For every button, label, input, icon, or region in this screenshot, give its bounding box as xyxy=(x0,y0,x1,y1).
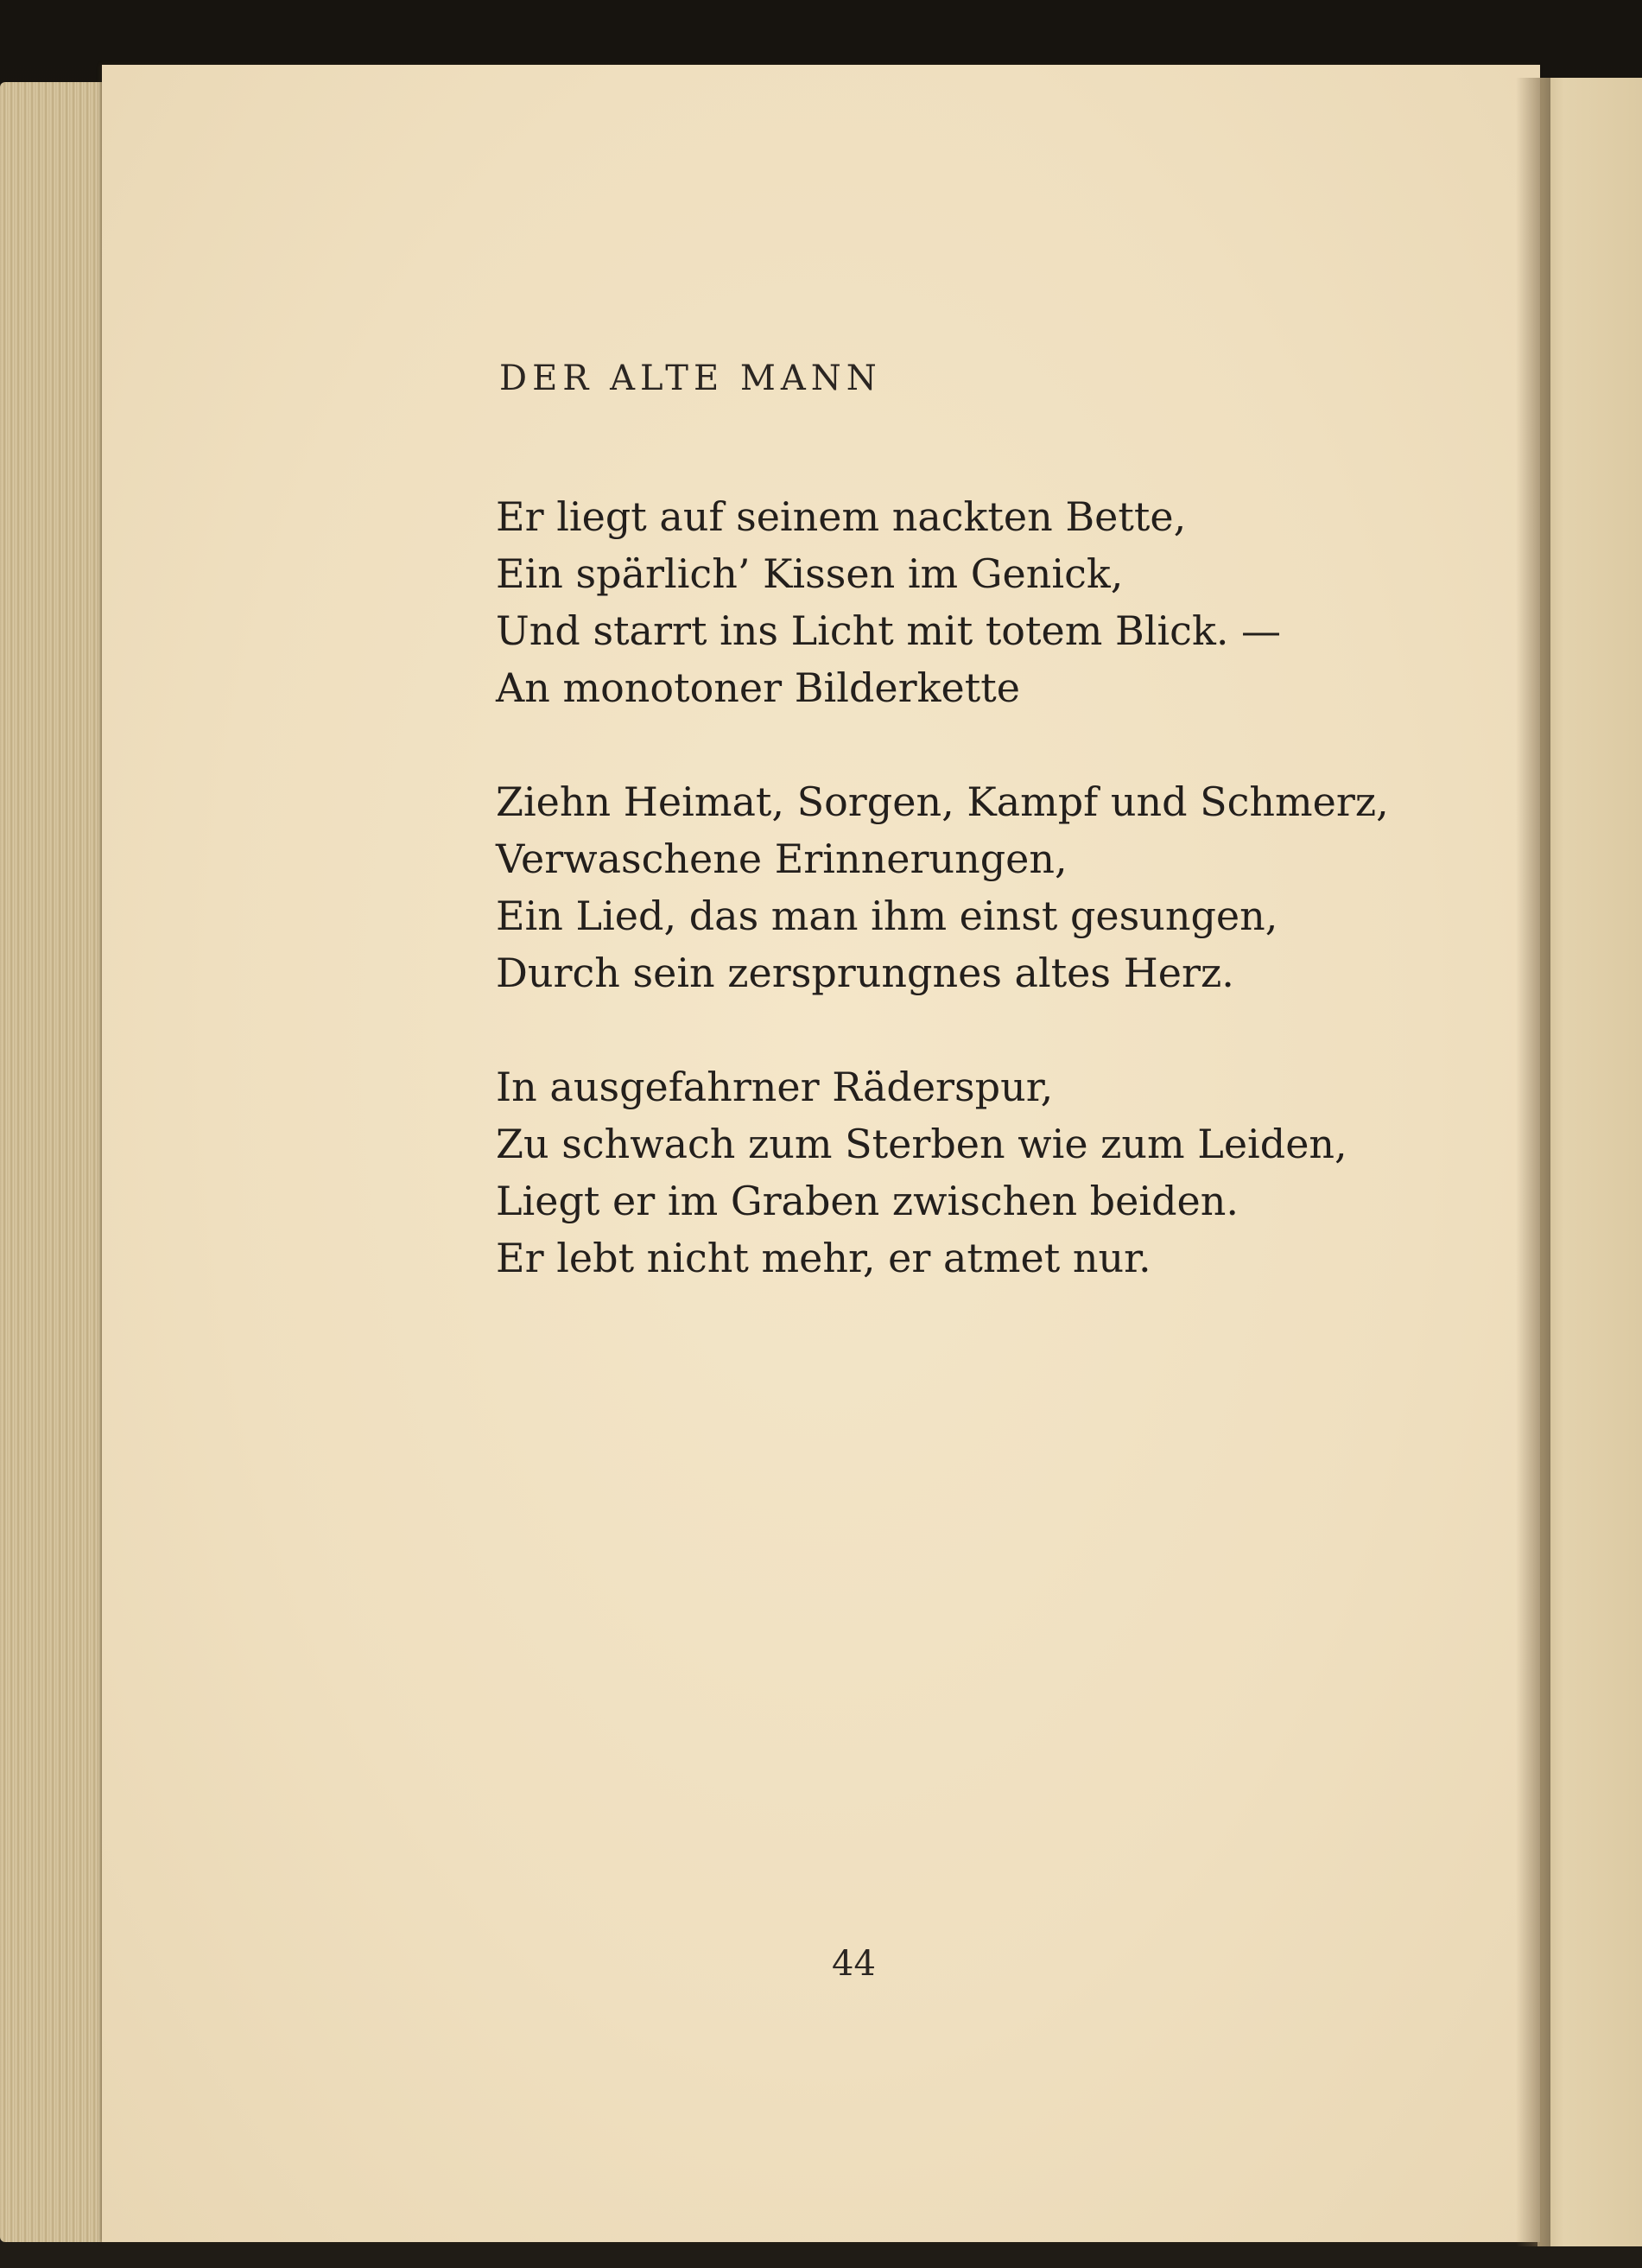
page-stack-edges xyxy=(0,82,104,2242)
poem-line: Er liegt auf seinem nackten Bette, xyxy=(496,493,1187,540)
poem-body xyxy=(496,488,1489,1344)
poem-line: In ausgefahrner Räderspur, xyxy=(496,1064,1054,1110)
poem-title: DER ALTE MANN xyxy=(499,359,882,398)
poem-line: Ein Lied, das man ihm einst gesungen, xyxy=(496,893,1278,939)
book-page xyxy=(102,65,1540,2242)
page-number: 44 xyxy=(832,1944,876,1984)
poem-line: An monotoner Bilderkette xyxy=(496,664,1020,711)
poem-line: Zu schwach zum Sterben wie zum Leiden, xyxy=(496,1121,1347,1167)
poem-line: Ziehn Heimat, Sorgen, Kampf und Schmerz, xyxy=(496,778,1389,825)
poem-line: Liegt er im Graben zwischen beiden. xyxy=(496,1178,1239,1224)
poem-line: Er lebt nicht mehr, er atmet nur. xyxy=(496,1235,1151,1281)
stanza-1 xyxy=(496,488,1489,716)
stanza-2 xyxy=(496,773,1489,1001)
gutter-shadow xyxy=(1516,78,1550,2246)
poem-line: Verwaschene Erinnerungen, xyxy=(496,835,1068,882)
poem-line: Und starrt ins Licht mit totem Blick. — xyxy=(496,607,1282,654)
stanza-3 xyxy=(496,1058,1489,1286)
poem-line: Durch sein zersprungnes altes Herz. xyxy=(496,950,1234,996)
facing-page-edge xyxy=(1537,78,1642,2246)
poem-line: Ein spärlich’ Kissen im Genick, xyxy=(496,550,1124,597)
